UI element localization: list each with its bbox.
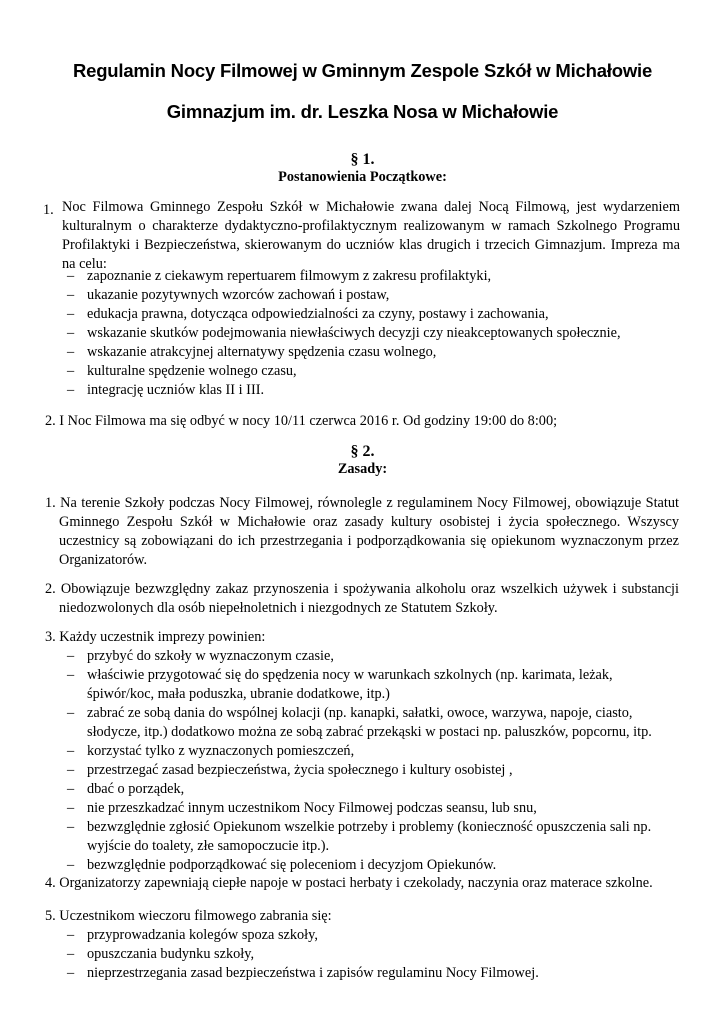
s2-item-1: 1. Na terenie Szkoły podczas Nocy Filmowej, równolegle z regulaminem Nocy Filmowej, obowiązuje Statut Gminnego Zespołu Szkół w Michałowie oraz zasady kultury osobistej i życia społecznego. Wszyscy uczestnicy są zobowiązani do ich przestrzegania i podporządkowania się opiekunom wyznaczonym przez Organizatorów. [45,495,679,568]
list-item: – zabrać ze sobą dania do wspólnej kolacji (np. kanapki, sałatki, owoce, warzywa, napoje, ciasto, słodycze, itp.) dodatkowo można ze sobą zabrać przekąski w postaci np. paluszków, popcornu, itp. [67,704,677,742]
section-1-number: § 1. [350,151,375,168]
section-1-heading: Postanowienia Początkowe: [278,169,447,185]
s2-item-3: 3. Każdy uczestnik imprezy powinien: [45,629,266,645]
list-item: – wskazanie skutków podejmowania niewłaściwych decyzji czy nieakceptowanych społecznie, [67,324,677,343]
list-item: – bezwzględnie zgłosić Opiekunom wszelkie potrzeby i problemy (konieczność opuszczenia sali np. wyjście do toalety, złe samopoczucie itp.). [67,818,677,856]
list-item: – kulturalne spędzenie wolnego czasu, [67,362,677,381]
list-item: – opuszczania budynku szkoły, [67,945,677,964]
list-item: – edukacja prawna, dotycząca odpowiedzialności za czyny, postawy i zachowania, [67,305,677,324]
section-2-heading: Zasady: [337,461,388,477]
s2-item-5: 5. Uczestnikom wieczoru filmowego zabrania się: [45,908,332,924]
s2-item-4: 4. Organizatorzy zapewniają ciepłe napoje w postaci herbaty i czekolady, naczynia oraz materace szkolne. [45,875,653,891]
list-item: – ukazanie pozytywnych wzorców zachowań i postaw, [67,286,677,305]
list-item: – nie przeszkadzać innym uczestnikom Nocy Filmowej podczas seansu, lub snu, [67,799,677,818]
list-item: – przyprowadzania kolegów spoza szkoły, [67,926,677,945]
s1-item-2: 2. I Noc Filmowa ma się odbyć w nocy 10/11 czerwca 2016 r. Od godziny 19:00 do 8:00; [45,413,558,429]
list-item: – przestrzegać zasad bezpieczeństwa, życia społecznego i kultury osobistej , [67,761,677,780]
list-item: – integrację uczniów klas II i III. [67,381,677,400]
list-item: – wskazanie atrakcyjnej alternatywy spędzenia czasu wolnego, [67,343,677,362]
s2-item-2: 2. Obowiązuje bezwzględny zakaz przynoszenia i spożywania alkoholu oraz wszelkich używek i substancji niedozwolonych dla osób niepełnoletnich i niezgodnych ze Statutem Szkoły. [45,581,679,616]
s1-goals-list [67,267,677,400]
list-item: – właściwie przygotować się do spędzenia nocy w warunkach szkolnych (np. karimata, leżak, śpiwór/koc, mała poduszka, ubranie dodatkowe, itp.) [67,666,677,704]
list-item: – dbać o porządek, [67,780,677,799]
list-item: – przybyć do szkoły w wyznaczonym czasie, [67,647,677,666]
list-item: – zapoznanie z ciekawym repertuarem filmowym z zakresu profilaktyki, [67,267,677,286]
s1-item-1-text: Noc Filmowa Gminnego Zespołu Szkół w Michałowie zwana dalej Nocą Filmową, jest wydarzeniem kulturalnym o charakterze dydaktyczno-profilaktycznym realizowanym w ramach Szkolnego Programu Profilaktyki i Bezpieczeństwa, skierowanym do uczniów klas drugich i trzecich Gimnazjum. Impreza ma na celu: [62,199,680,272]
s2-prohibitions-list [67,926,677,983]
list-item: – nieprzestrzegania zasad bezpieczeństwa i zapisów regulaminu Nocy Filmowej. [67,964,677,983]
s2-duties-list [67,647,677,875]
section-2-number: § 2. [350,443,375,460]
list-item: – korzystać tylko z wyznaczonych pomieszczeń, [67,742,677,761]
s1-item-1-marker: 1. [43,202,54,218]
document-subtitle: Gimnazjum im. dr. Leszka Nosa w Michałowie [166,101,559,122]
list-item: – bezwzględnie podporządkować się poleceniom i decyzjom Opiekunów. [67,856,677,875]
document-title: Regulamin Nocy Filmowej w Gminnym Zespole Szkół w Michałowie [72,60,653,81]
